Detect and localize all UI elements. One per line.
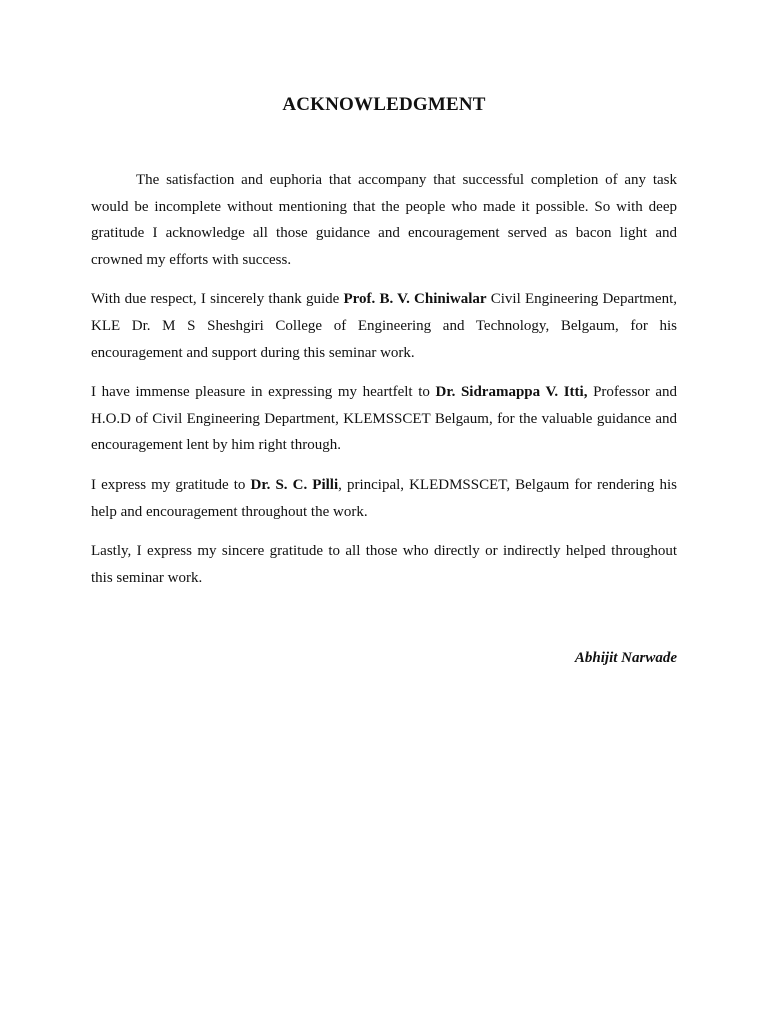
paragraph-closing-text: Lastly, I express my sincere gratitude to all those who directly or indirectly helped throughout this seminar work. — [91, 543, 677, 586]
paragraph-guide-text-before: With due respect, I sincerely thank guide — [91, 291, 344, 308]
paragraph-hod-text-after: Professor and H.O.D of Civil Engineering Department, KLEMSSCET Belgaum, for the valuable guidance and encouragement lent by him right through. — [91, 384, 677, 454]
page-title: ACKNOWLEDGMENT — [282, 94, 486, 115]
paragraph-hod-text-before: I have immense pleasure in expressing my heartfelt to — [91, 384, 436, 401]
paragraph-intro-text: The satisfaction and euphoria that accompany that successful completion of any task would be incomplete without mentioning that the people who made it possible. So with deep gratitude I acknowledge all those guidance and encouragement served as bacon light and crowned my efforts with success. — [91, 172, 677, 268]
author-signature: Abhijit Narwade — [574, 650, 677, 666]
paragraph-intro — [91, 167, 677, 273]
paragraph-closing — [91, 538, 677, 591]
paragraph-guide-thanks — [91, 286, 677, 366]
paragraph-principal-thanks — [91, 472, 677, 525]
principal-name: Dr. S. C. Pilli — [250, 476, 339, 493]
paragraph-guide-text-after: Civil Engineering Department, KLE Dr. M S Sheshgiri College of Engineering and Technology, Belgaum, for his encouragement and support during this seminar work. — [91, 291, 678, 361]
paragraph-principal-text-before: I express my gratitude to — [91, 476, 251, 493]
paragraph-principal-text-after: , principal, KLEDMSSCET, Belgaum for rendering his help and encouragement throughout the work. — [91, 476, 677, 520]
paragraph-hod-thanks — [91, 379, 677, 459]
guide-name: Prof. B. V. Chiniwalar — [343, 291, 487, 308]
hod-name: Dr. Sidramappa V. Itti, — [435, 384, 588, 401]
acknowledgment-body — [91, 167, 677, 604]
